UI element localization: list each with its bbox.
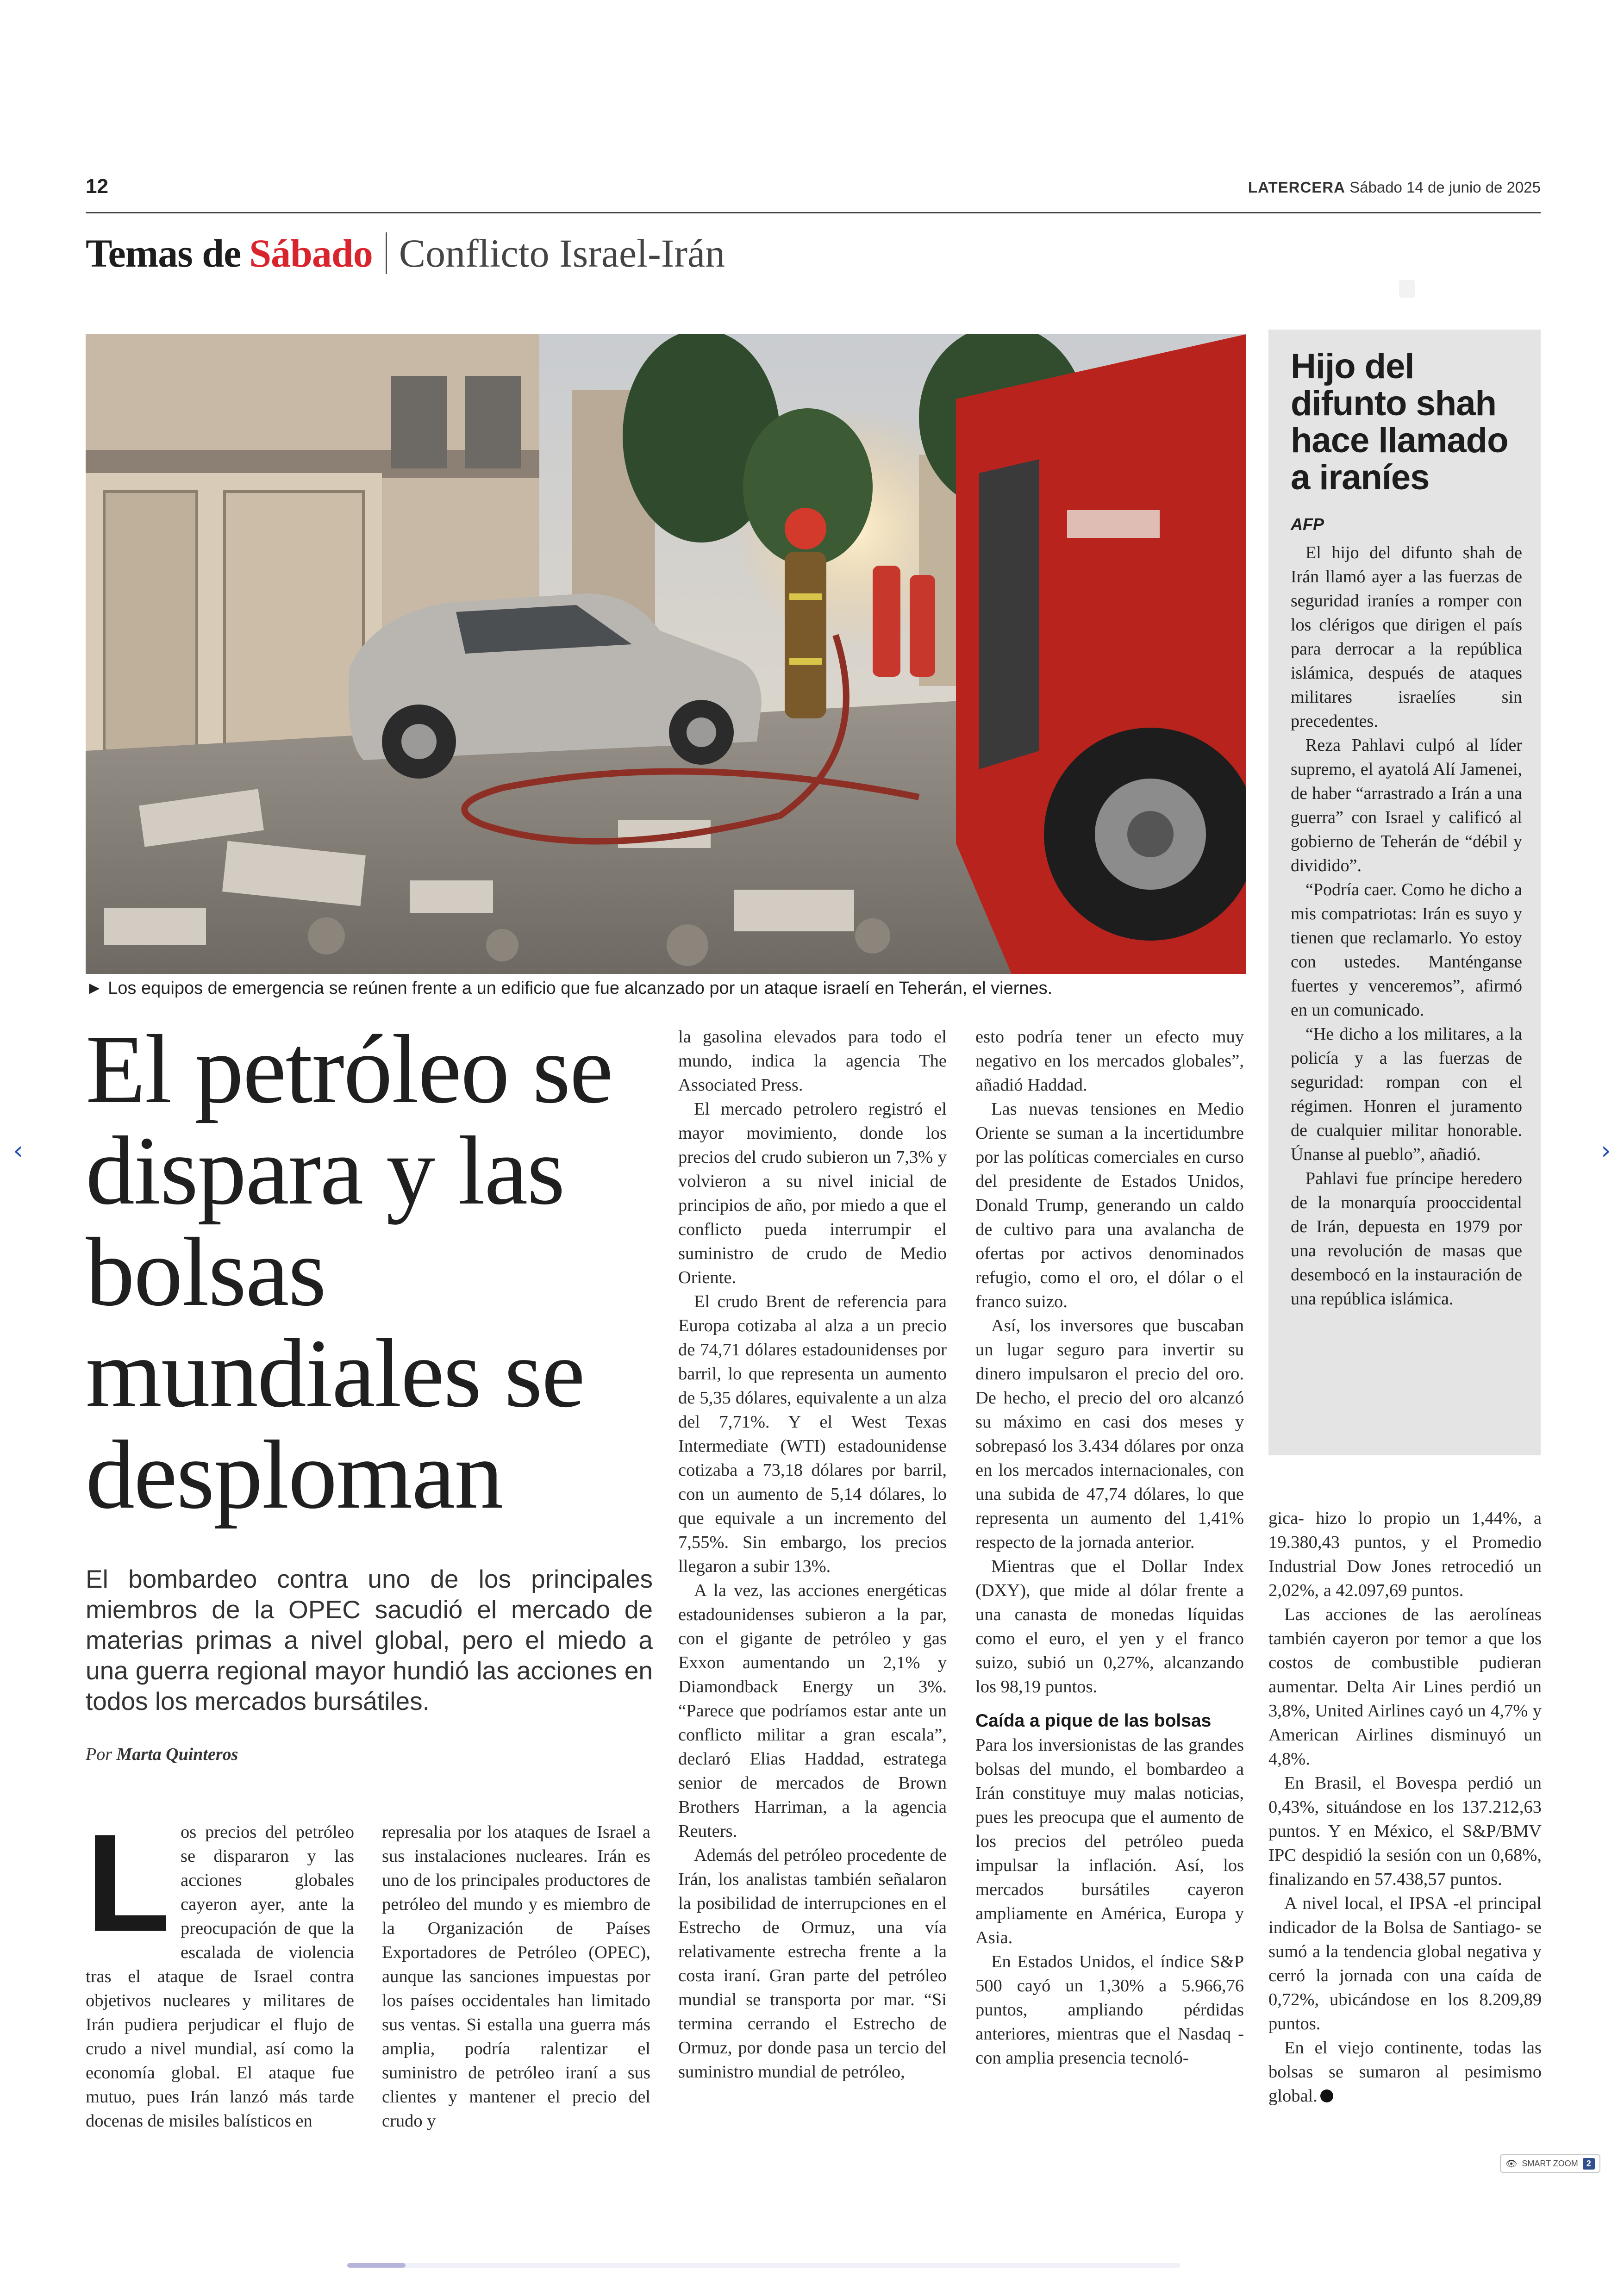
paragraph: A nivel local, el IPSA -el principal indicador de la Bolsa de Santiago- se sumó a la tendencia global negativa y cerró la jornada con una caída de 0,72%, ubicándose en los 8.209,89 puntos. bbox=[1268, 1894, 1542, 2033]
prev-page-icon[interactable]: ‹ bbox=[13, 1135, 23, 1165]
paragraph: El mercado petrolero registró el mayor movimiento, donde los precios del crudo subieron un 7,3% y volvieron a su nivel inicial de principios de año, por miedo a que el conflicto pueda interrumpir el suministro de crudo de Medio Oriente. bbox=[678, 1099, 947, 1287]
sidebar-paragraph: “He dicho a los militares, a la policía y a las fuerzas de seguridad: rompan con el régimen. Honren el juramento de cualquier militar honorable. Únanse al pueblo”, añadió. bbox=[1291, 1024, 1522, 1164]
next-page-icon[interactable]: › bbox=[1601, 1135, 1611, 1165]
publication-date bbox=[1248, 179, 1541, 196]
article-column-2 bbox=[382, 1820, 650, 2133]
sidebar-paragraph: Reza Pahlavi culpó al líder supremo, el ayatolá Alí Jamenei, de haber “arrastrado a Irán a una guerra” con Israel y calificó al gobierno de Teherán de “débil y dividido”. bbox=[1291, 736, 1522, 875]
page-progress-track[interactable] bbox=[347, 2263, 1181, 2268]
article-column-3 bbox=[678, 1025, 947, 2084]
eye-icon: 👁 bbox=[1505, 2158, 1518, 2169]
article-subhead: El bombardeo contra uno de los principales miembros de la OPEC sacudió el mercado de materias primas a nivel global, pero el miedo a una guerra regional mayor hundió las acciones en todos los mercados bursátiles. bbox=[86, 1565, 653, 1715]
sidebar-paragraph: El hijo del difunto shah de Irán llamó ayer a las fuerzas de seguridad iraníes a romper con los clérigos que dirigen el país para derrocar a la república islámica, después de ataques militares israelíes sin precedentes. bbox=[1291, 543, 1522, 731]
paragraph: la gasolina elevados para todo el mundo, indica la agencia The Associated Press. bbox=[678, 1027, 947, 1095]
byline-prefix: Por bbox=[86, 1745, 112, 1764]
smart-zoom-count: 2 bbox=[1583, 2158, 1595, 2170]
header-rule bbox=[86, 212, 1541, 213]
article-headline: El petróleo se dispara y las bolsas mundiales se desploman bbox=[86, 1015, 612, 1529]
paragraph: Las acciones de las aerolíneas también cayeron por temor a que los costos de combustible pudieran aumentar. Delta Air Lines perdió un 3,8%, United Airlines cayó un 4,7% y American Airlines disminuyó un 4,8%. bbox=[1268, 1605, 1542, 1769]
byline bbox=[86, 1744, 238, 1765]
drop-cap: L bbox=[86, 1805, 171, 1960]
paragraph: En Brasil, el Bovespa perdió un 0,43%, situándose en los 137.212,63 puntos. Y en México, el S&P/BMV IPC despidió la sesión con un 0,68%, finalizando en 57.438,57 puntos. bbox=[1268, 1773, 1542, 1889]
section-topic: Conflicto Israel-Irán bbox=[399, 231, 725, 275]
paragraph: El crudo Brent de referencia para Europa cotizaba al alza a un precio de 74,71 dólares estadounidenses por barril, lo que representa un aumento de 5,35 dólares, equivalente a un alza del 7,71%. Y el West Texas Intermediate (WTI) estadounidense cotizaba a 73,18 dólares por barril, con un aumento de 5,14 dólares, lo que equivale a un incremento del 7,55%. Sin embargo, los precios llegaron a subir 13%. bbox=[678, 1292, 947, 1576]
article-column-1 bbox=[86, 1805, 354, 2133]
photo-caption: ► Los equipos de emergencia se reúnen frente a un edificio que fue alcanzado por un ataque israelí en Teherán, el viernes. bbox=[86, 979, 1053, 998]
section-subtitle: Caída a pique de las bolsas bbox=[975, 1711, 1212, 1731]
paragraph: represalia por los ataques de Israel a sus instalaciones nucleares. Irán es uno de los principales productores de petróleo del mundo y es miembro de la Organización de Países Exportadores de Petróleo (OPEC), aunque las sanciones impuestas por los países occidentales han limitado sus ventas. Si estalla una guerra más amplia, podría ralentizar el suministro de petróleo iraní a sus clientes y mantener el precio del crudo y bbox=[382, 1822, 650, 2131]
section-label: Temas de bbox=[86, 231, 241, 275]
page-marker bbox=[1399, 280, 1415, 298]
sidebar-source: AFP bbox=[1291, 515, 1324, 534]
paragraph: A la vez, las acciones energéticas estadounidenses subieron a la par, con el gigante de petróleo y gas Exxon aumentando un 2,1% y Diamondback Energy un 3%. “Parece que podríamos estar ante un conflicto militar a gran escala”, declaró Elias Haddad, estratega senior de mercados de Brown Brothers Harriman, a la agencia Reuters. bbox=[678, 1581, 947, 1841]
end-mark-icon bbox=[1320, 2089, 1333, 2102]
paragraph bbox=[1268, 2036, 1542, 2108]
paragraph: Para los inversionistas de las grandes bolsas del mundo, el bombardeo a Irán constituye muy malas noticias, pues les preocupa que el aumento de los precios del petróleo pueda impulsar la inflación. Así, los mercados bursátiles cayeron ampliamente en América, Europa y Asia. bbox=[975, 1735, 1244, 1947]
section-label-accent: Sábado bbox=[249, 231, 373, 275]
paragraph: gica- hizo lo propio un 1,44%, a 19.380,43 puntos, y el Promedio Industrial Dow Jones retrocedió un 2,02%, a 42.097,69 puntos. bbox=[1268, 1509, 1542, 1600]
news-photo bbox=[86, 334, 1246, 974]
smart-zoom-button[interactable] bbox=[1500, 2154, 1600, 2173]
publication-name: LATERCERA bbox=[1248, 179, 1345, 196]
sidebar-paragraph: Pahlavi fue príncipe heredero de la monarquía prooccidental de Irán, depuesta en 1979 por una revolución de masas que desembocó en la instauración de una república islámica. bbox=[1291, 1169, 1522, 1309]
paragraph: os precios del petróleo se dispararon y las acciones globales cayeron ayer, ante la preocupación de que la escalada de violencia tras el ataque de Israel contra objetivos nucleares y militares de Irán pudiera perjudicar el flujo de crudo a nivel mundial, así como la economía global. El ataque fue mutuo, pues Irán lanzó más tarde docenas de misiles balísticos en bbox=[86, 1822, 354, 2131]
article-column-5 bbox=[1268, 1506, 1542, 2108]
smart-zoom-label: SMART ZOOM bbox=[1522, 2158, 1578, 2168]
section-header bbox=[86, 228, 725, 279]
article-column-4 bbox=[975, 1025, 1244, 2070]
sidebar-body bbox=[1291, 541, 1522, 1311]
sidebar-paragraph: “Podría caer. Como he dicho a mis compatriotas: Irán es suyo y tienen que reclamarlo. Yo estoy con ustedes. Manténganse fuertes y venceremos”, afirmó en un comunicado. bbox=[1291, 880, 1522, 1020]
paragraph: Además del petróleo procedente de Irán, los analistas también señalaron la posibilidad de interrupciones en el Estrecho de Ormuz, una vía relativamente estrecha frente a la costa iraní. Gran parte del petróleo mundial se transporta por mar. “Si termina cerrando el Estrecho de Ormuz, por donde pasa un tercio del suministro mundial de petróleo, bbox=[678, 1846, 947, 2082]
issue-date: Sábado 14 de junio de 2025 bbox=[1349, 179, 1541, 196]
paragraph: esto podría tener un efecto muy negativo en los mercados globales”, añadió Haddad. bbox=[975, 1027, 1244, 1095]
section-divider bbox=[386, 232, 387, 274]
paragraph: Las nuevas tensiones en Medio Oriente se suman a la incertidumbre por las políticas comerciales en curso del presidente de Estados Unidos, Donald Trump, generando un caldo de cultivo para una avalancha de ofertas por activos denominados refugio, como el oro, el dólar o el franco suizo. bbox=[975, 1099, 1244, 1311]
paragraph: En Estados Unidos, el índice S&P 500 cayó un 1,30% a 5.966,76 puntos, ampliando pérdidas anteriores, mientras que el Nasdaq -con amplia presencia tecnoló- bbox=[975, 1952, 1244, 2068]
paragraph-text: En el viejo continente, todas las bolsas se sumaron al pesimismo global. bbox=[1268, 2038, 1542, 2106]
paragraph: Mientras que el Dollar Index (DXY), que mide al dólar frente a una canasta de monedas líquidas como el euro, el yen y el franco suizo, subió un 0,27%, alcanzando los 98,19 puntos. bbox=[975, 1557, 1244, 1696]
page-progress-fill bbox=[347, 2263, 406, 2268]
byline-author: Marta Quinteros bbox=[116, 1745, 238, 1764]
paragraph: Así, los inversores que buscaban un lugar seguro para invertir su dinero impulsaron el precio del oro. De hecho, el precio del oro alcanzó su máximo en casi dos meses y sobrepasó los 3.434 dólares por onza en los mercados internacionales, con una subida de 47,74 dólares, lo que representa un aumento del 1,41% respecto de la jornada anterior. bbox=[975, 1316, 1244, 1552]
page-number: 12 bbox=[86, 175, 108, 198]
sidebar-title: Hijo del difunto shah hace llamado a iraníes bbox=[1291, 347, 1508, 497]
